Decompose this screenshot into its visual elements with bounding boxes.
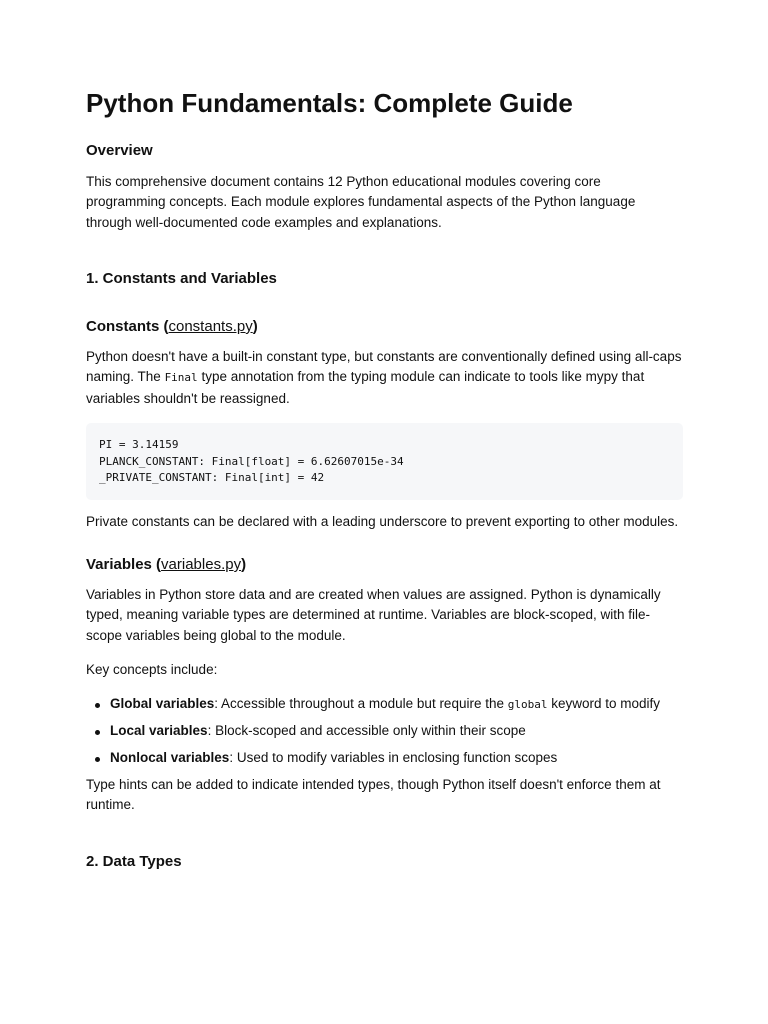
section-heading-data-types: 2. Data Types [86, 853, 182, 870]
list-item [86, 748, 683, 775]
bullet-icon [95, 757, 100, 762]
bullet-term: Nonlocal variables [110, 750, 230, 765]
constants-heading-suffix: ) [252, 318, 258, 335]
constants-paragraph-text-1: Python doesn't have a built-in constant type, but constants are conventionally defined using all-caps naming. The [86, 349, 682, 385]
constants-code-block [86, 423, 683, 500]
bullet-text: : Accessible throughout a module but require the [214, 696, 508, 711]
code-line: _PRIVATE_CONSTANT: Final[int] = 42 [99, 471, 325, 484]
variables-file-link[interactable]: variables.py [161, 556, 242, 573]
key-concepts-list [86, 694, 683, 775]
variables-paragraph: Variables in Python store data and are created when values are assigned. Python is dynamically typed, meaning variable types are determined at runtime. Variables are block-scoped, with file-scope variables being global to the module. [86, 587, 661, 643]
variables-heading-suffix: ) [241, 556, 247, 573]
variables-heading-prefix: Variables ( [86, 556, 162, 573]
list-item [86, 694, 683, 721]
constants-file-link[interactable]: constants.py [168, 318, 253, 335]
bullet-text-after: keyword to modify [547, 696, 661, 711]
constants-paragraph [86, 347, 683, 409]
document-title: Python Fundamentals: Complete Guide [86, 88, 573, 118]
list-item [86, 721, 683, 748]
bullet-text: : Used to modify variables in enclosing function scopes [229, 750, 558, 765]
global-inline-code: global [507, 698, 548, 711]
code-line: PLANCK_CONSTANT: Final[float] = 6.62607015e-34 [99, 454, 404, 468]
final-inline-code: Final [164, 371, 198, 385]
private-constants-paragraph: Private constants can be declared with a leading underscore to prevent exporting to other modules. [86, 514, 679, 529]
bullet-icon [95, 703, 100, 708]
constants-heading-prefix: Constants ( [86, 318, 169, 335]
bullet-text: : Block-scoped and accessible only within their scope [207, 723, 526, 738]
variables-heading [86, 555, 246, 575]
bullet-term: Local variables [110, 723, 208, 738]
bullet-icon [95, 730, 100, 735]
code-line: PI = 3.14159 [99, 438, 179, 451]
constants-paragraph-text-2: type annotation from the typing module can indicate to tools like mypy that variables shouldn't be reassigned. [86, 369, 645, 406]
bullet-term: Global variables [110, 696, 215, 711]
key-concepts-intro: Key concepts include: [86, 662, 218, 677]
type-hints-paragraph: Type hints can be added to indicate intended types, though Python itself doesn't enforce them at runtime. [86, 777, 661, 813]
overview-paragraph: This comprehensive document contains 12 Python educational modules covering core programming concepts. Each module explores fundamental aspects of the Python language through well-documented code examples and explanations. [86, 174, 636, 230]
constants-heading [86, 317, 258, 337]
overview-heading: Overview [86, 142, 153, 159]
section-heading-constants-and-variables: 1. Constants and Variables [86, 270, 277, 287]
